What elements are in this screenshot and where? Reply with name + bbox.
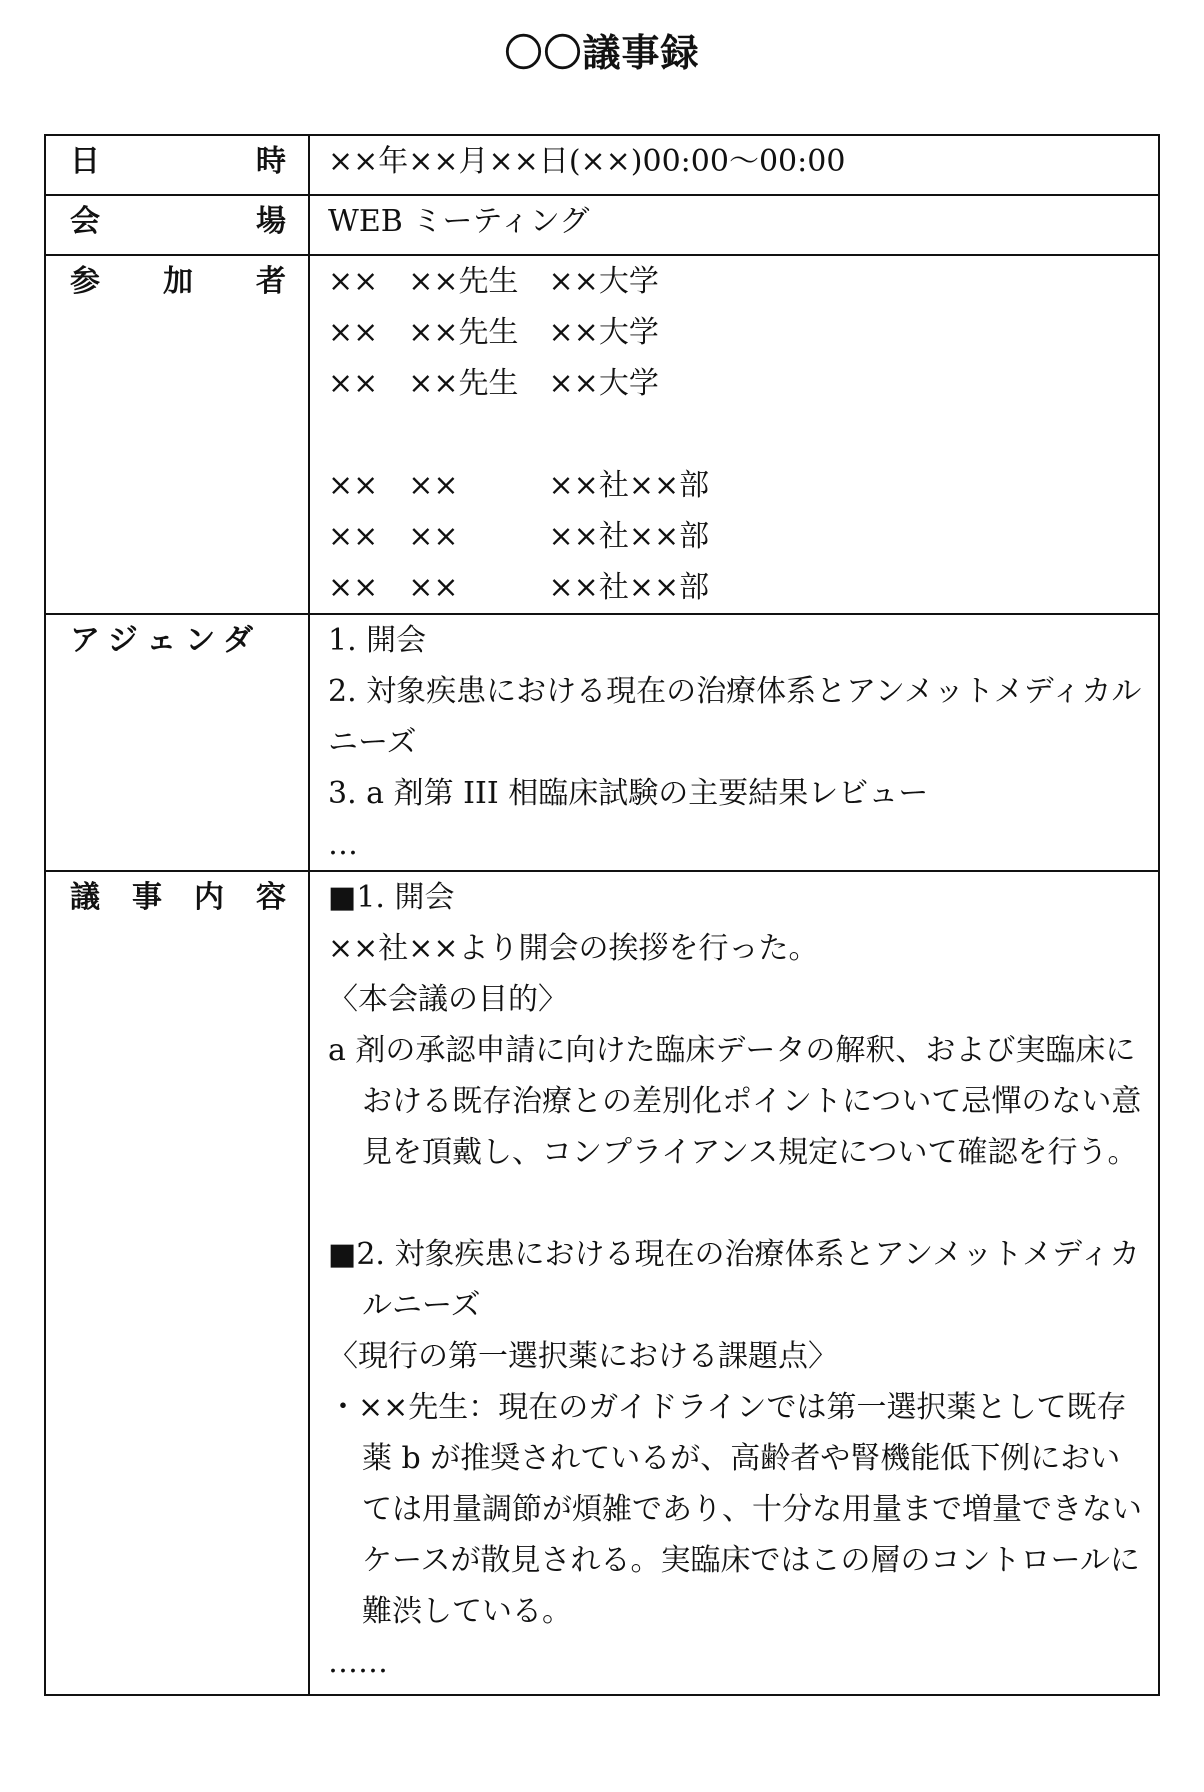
label-char: 会	[70, 204, 100, 239]
section1-heading: ■1. 開会	[328, 880, 455, 915]
row-venue	[45, 195, 1159, 255]
section2-comment: ・××先生：現在のガイドラインでは第一選択薬として既存薬 b が推奨されているが、高齢者や腎機能低下例においては用量調節が煩雑であり、十分な用量まで増量できないケースが散見される。実臨床ではこの層のコントロールに難渋している。	[328, 1390, 1142, 1629]
label-participants	[45, 255, 309, 614]
agenda-item: 2. 対象疾患における現在の治療体系とアンメットメディカルニーズ	[328, 674, 1142, 760]
document-title: 〇〇議事録	[504, 31, 700, 75]
participant-line: ×× ×× ××社××部	[328, 468, 710, 503]
label-venue	[45, 195, 309, 255]
label-char: 時	[256, 144, 286, 179]
label-char: 事	[132, 880, 162, 915]
row-agenda	[45, 614, 1159, 871]
row-proceedings	[45, 871, 1159, 1695]
participant-line: ×× ×× ××社××部	[328, 519, 710, 554]
row-datetime	[45, 135, 1159, 195]
label-char: 議	[70, 880, 100, 915]
label-datetime	[45, 135, 309, 195]
agenda-item: 3. a 剤第 III 相臨床試験の主要結果レビュー	[328, 776, 929, 811]
row-participants	[45, 255, 1159, 614]
label-char: 加	[163, 264, 193, 299]
value-agenda	[309, 614, 1159, 871]
participant-spacer	[328, 409, 1144, 460]
section2-subheading: 〈現行の第一選択薬における課題点〉	[328, 1339, 838, 1374]
label-agenda	[45, 614, 309, 871]
section-spacer	[328, 1178, 1144, 1229]
section1-text: ××社××より開会の挨拶を行った。	[328, 931, 819, 966]
agenda-item: …	[328, 827, 358, 862]
section1-purpose: a 剤の承認申請に向けた臨床データの解釈、および実臨床における既存治療との差別化ポイントについて忌憚のない意見を頂戴し、コンプライアンス規定について確認を行う。	[328, 1033, 1142, 1170]
ellipsis: ……	[328, 1645, 388, 1680]
value-participants	[309, 255, 1159, 614]
value-venue	[309, 195, 1159, 255]
label-char: 者	[256, 264, 286, 299]
section1-subheading: 〈本会議の目的〉	[328, 982, 568, 1017]
label-char: 内	[194, 880, 224, 915]
label-char: 容	[256, 880, 286, 915]
minutes-table	[44, 134, 1160, 1696]
section2-heading: ■2. 対象疾患における現在の治療体系とアンメットメディカルニーズ	[328, 1237, 1140, 1323]
participant-line: ×× ××先生 ××大学	[328, 366, 659, 401]
participant-line: ×× ××先生 ××大学	[328, 264, 659, 299]
label-char: 日	[70, 144, 100, 179]
venue-text: WEB ミーティング	[328, 204, 590, 239]
agenda-label: アジェンダ	[70, 623, 262, 658]
label-proceedings	[45, 871, 309, 1695]
agenda-item: 1. 開会	[328, 623, 427, 658]
participant-line: ×× ××先生 ××大学	[328, 315, 659, 350]
value-datetime	[309, 135, 1159, 195]
datetime-text: ××年××月××日(××)00:00〜00:00	[328, 144, 846, 179]
label-char: 場	[256, 204, 286, 239]
participant-line: ×× ×× ××社××部	[328, 570, 710, 605]
value-proceedings	[309, 871, 1159, 1695]
label-char: 参	[70, 264, 100, 299]
